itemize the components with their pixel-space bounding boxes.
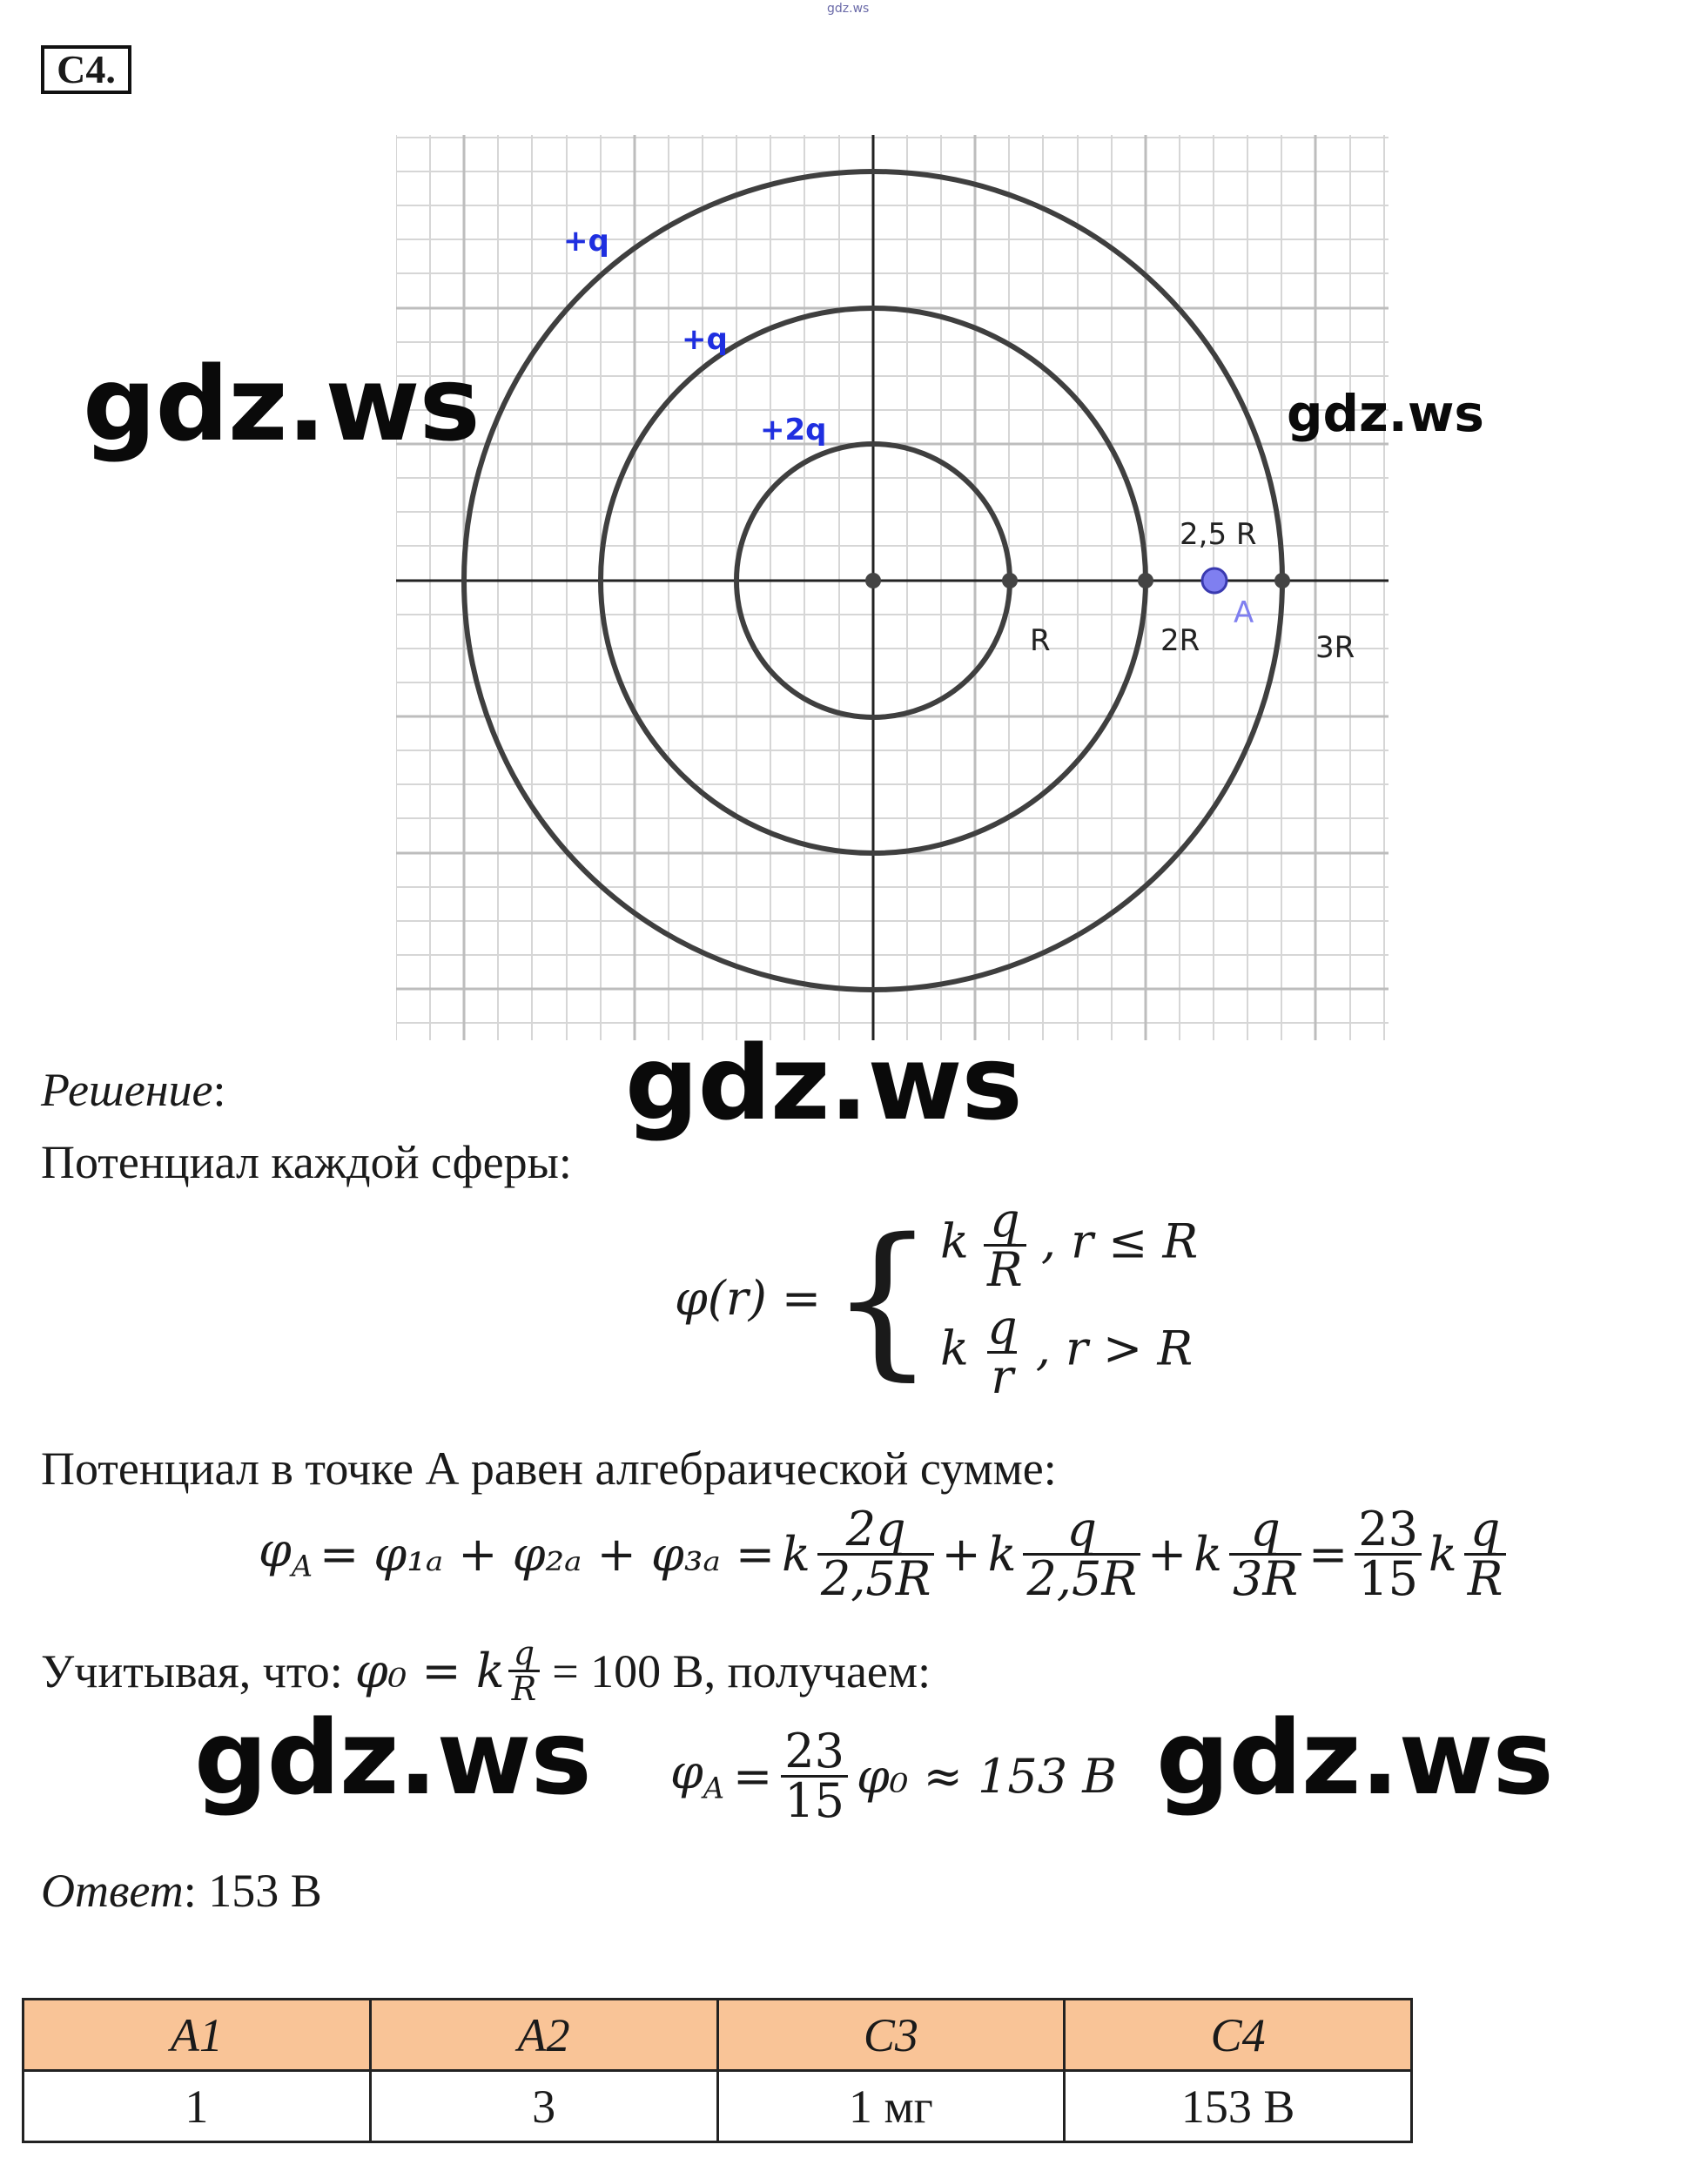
center-point xyxy=(865,573,881,588)
point-r xyxy=(1002,573,1018,588)
top-watermark: gdz.ws xyxy=(827,2,870,16)
term-3-fraction: $\frac{q}{3R}$ xyxy=(1229,1506,1301,1603)
final-fraction: $\frac{23}{15}$ xyxy=(781,1728,848,1825)
label-a: A xyxy=(1234,595,1254,630)
answer-heading: Ответ xyxy=(41,1865,184,1917)
case-1: k $\frac{q}{R}$ , r ≤ R xyxy=(940,1193,1199,1297)
brace: { xyxy=(830,1202,936,1395)
answer-text: : 153 В xyxy=(183,1865,322,1917)
header-cell: A2 xyxy=(370,2000,717,2071)
solution-heading xyxy=(41,1064,226,1116)
solution-heading-label: Решение xyxy=(41,1064,213,1116)
grid xyxy=(396,135,1389,1040)
solution-line-1: Потенциал каждой сферы: xyxy=(41,1136,572,1188)
value-cell: 1 мг xyxy=(717,2071,1065,2142)
watermark: gdz.ws xyxy=(1287,384,1484,443)
term-2-fraction: $\frac{q}{2,5R}$ xyxy=(1023,1506,1140,1603)
point-3r xyxy=(1274,573,1290,588)
value-cell: 153 В xyxy=(1065,2071,1412,2142)
solution-line-2: Потенциал в точке А равен алгебраической сумме: xyxy=(41,1442,1057,1495)
charge-middle-label: +q xyxy=(682,322,728,357)
coefficient-fraction: $\frac{23}{15}$ xyxy=(1355,1506,1422,1603)
answer-table xyxy=(22,1998,1413,2143)
formula-phi-r: φ(r) = xyxy=(675,1271,822,1326)
charge-outer-label: +q xyxy=(563,224,609,259)
label-2r: 2R xyxy=(1160,623,1200,658)
solution-line-3 xyxy=(41,1634,931,1708)
last-fraction: $\frac{q}{R}$ xyxy=(1464,1506,1507,1603)
term-1-fraction: $\frac{2q}{2,5R}$ xyxy=(817,1506,935,1603)
label-r: R xyxy=(1030,623,1051,658)
answer-table-header xyxy=(24,2000,1412,2071)
answer-table-row xyxy=(24,2071,1412,2142)
point-a xyxy=(1202,568,1227,593)
point-2r xyxy=(1138,573,1153,588)
formula-piecewise xyxy=(675,1193,1199,1404)
header-cell: C3 xyxy=(717,2000,1065,2071)
label-2-5r: 2,5 R xyxy=(1180,517,1257,552)
case-2-fraction: $\frac{q}{r}$ xyxy=(986,1300,1018,1404)
watermark: gdz.ws xyxy=(625,1023,1022,1143)
case-2: k $\frac{q}{r}$ , r > R xyxy=(940,1300,1194,1404)
line-3-prefix: Учитывая, что: xyxy=(41,1644,343,1697)
watermark: gdz.ws xyxy=(83,344,480,464)
charge-inner-label: +2q xyxy=(760,413,827,447)
formula-final: $\varphi_A$ = $\frac{23}{15}$ φ₀ ≈ 153 В xyxy=(670,1724,1117,1828)
watermark: gdz.ws xyxy=(194,1697,591,1818)
watermark: gdz.ws xyxy=(1156,1697,1553,1818)
case-1-fraction: $\frac{q}{R}$ xyxy=(984,1197,1026,1294)
header-cell: C4 xyxy=(1065,2000,1412,2071)
solution-heading-colon: : xyxy=(212,1064,226,1116)
spheres-figure xyxy=(396,135,1389,1040)
phi0-definition: φ₀ = k $\frac{q}{R}$ xyxy=(355,1637,540,1705)
value-cell: 3 xyxy=(370,2071,717,2142)
final-rhs: φ₀ ≈ 153 В xyxy=(856,1748,1117,1804)
line-3-value: = 100 В, получаем: xyxy=(552,1644,931,1697)
answer-line xyxy=(41,1865,322,1917)
formula-sum: $\varphi_A$ = φ₁ₐ + φ₂ₐ + φ₃ₐ = k $\frac{2q}{2,5R}$ + k $\frac{q}{2,5R}$ + k $\frac{q}{3R}$ = $\frac{23}{15}$ k $\frac{q}{R}$ xyxy=(259,1506,1506,1603)
header-cell: A1 xyxy=(24,2000,371,2071)
sum-terms: = φ₁ₐ + φ₂ₐ + φ₃ₐ = xyxy=(319,1526,776,1582)
value-cell: 1 xyxy=(24,2071,371,2142)
problem-label: С4. xyxy=(41,45,131,94)
sum-lhs: $\varphi_A$ xyxy=(259,1523,313,1584)
label-3r: 3R xyxy=(1315,630,1355,665)
major-grid xyxy=(396,135,1389,1040)
